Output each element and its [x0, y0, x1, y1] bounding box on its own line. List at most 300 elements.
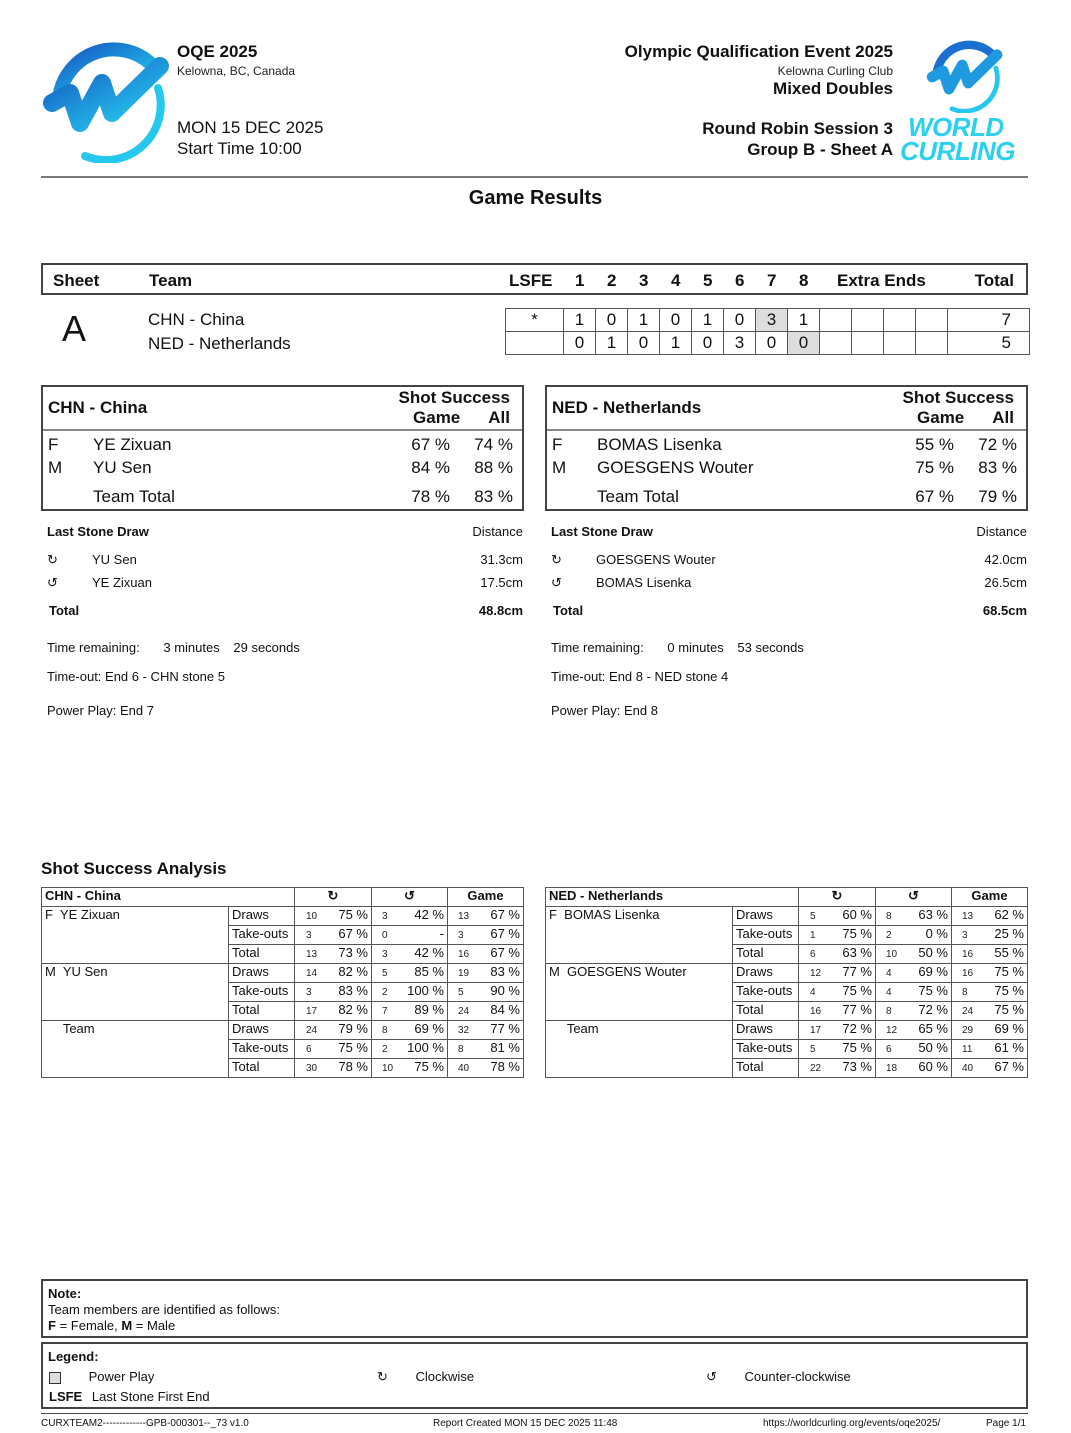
shot-stat [372, 964, 448, 983]
analysis-team-name: CHN - China [42, 888, 295, 907]
all-pct: 79 % [978, 487, 1017, 506]
shot-pct: 100 % [407, 983, 444, 998]
extra-end [916, 309, 948, 332]
time-remaining-ned [551, 640, 804, 655]
shot-count: 3 [306, 930, 312, 941]
all-label: All [488, 408, 510, 427]
all-pct: 88 % [474, 458, 513, 477]
shot-category: Take-outs [229, 1040, 295, 1059]
shot-stat [295, 964, 372, 983]
time-remaining-chn [47, 640, 300, 655]
shot-stat [876, 926, 952, 945]
shot-stat [952, 1002, 1028, 1021]
minutes-value: 0 [667, 640, 675, 655]
shot-stat [952, 926, 1028, 945]
shot-count: 24 [458, 1006, 470, 1017]
shot-count: 5 [810, 1044, 816, 1055]
linescore-table [505, 308, 1030, 355]
lsd-total-row [545, 603, 1028, 626]
shot-pct: 75 % [414, 1059, 444, 1074]
shot-pct: 81 % [490, 1040, 520, 1055]
shot-count: 1 [810, 930, 816, 941]
timeout-ned: Time-out: End 8 - NED stone 4 [551, 669, 729, 684]
power-play-swatch-icon [49, 1372, 61, 1384]
lsd-distance: 42.0cm [984, 552, 1027, 567]
legend-clockwise [377, 1369, 474, 1385]
player-row [547, 458, 1026, 481]
shot-stat [372, 1021, 448, 1040]
footer-divider [41, 1413, 1028, 1414]
shot-stat [952, 1059, 1028, 1078]
shot-stat [799, 1040, 876, 1059]
analysis-header-row [546, 888, 1028, 907]
shot-category: Draws [229, 1021, 295, 1040]
analysis-row [42, 907, 524, 926]
oqe-logo [40, 38, 170, 163]
col-end-5: 5 [703, 271, 713, 290]
header-left [177, 42, 323, 159]
shot-category: Total [733, 1059, 799, 1078]
end-score: 1 [788, 309, 820, 332]
shot-pct: - [439, 926, 444, 941]
legend-title: Legend: [48, 1349, 99, 1364]
shot-count: 17 [810, 1025, 822, 1036]
all-label: All [992, 408, 1014, 427]
end-score: 0 [692, 332, 724, 355]
total-score: 7 [948, 309, 1030, 332]
all-pct: 74 % [474, 435, 513, 454]
shot-count: 16 [458, 949, 470, 960]
header-right [625, 42, 893, 160]
shot-count: 10 [306, 911, 318, 922]
shot-success-header [903, 388, 1015, 428]
shot-count: 30 [306, 1063, 318, 1074]
shot-pct: 89 % [414, 1002, 444, 1017]
shot-count: 6 [306, 1044, 312, 1055]
timeout-chn: Time-out: End 6 - CHN stone 5 [47, 669, 225, 684]
sheet-letter: A [62, 308, 87, 349]
shot-count: 5 [458, 987, 464, 998]
col-extra-ends: Extra Ends [837, 271, 926, 290]
shot-pct: 67 % [338, 926, 368, 941]
lsfe-marker: * [506, 309, 564, 332]
shot-category: Total [733, 945, 799, 964]
shot-stat [448, 983, 524, 1002]
clockwise-icon: ↻ [47, 552, 58, 567]
shot-category: Draws [733, 1021, 799, 1040]
shot-count: 13 [306, 949, 318, 960]
total-score: 5 [948, 332, 1030, 355]
shot-pct: 100 % [407, 1040, 444, 1055]
discipline: Mixed Doubles [773, 79, 893, 98]
game-pct: 67 % [411, 435, 450, 454]
end-score: 0 [628, 332, 660, 355]
player-row [43, 458, 522, 481]
shot-stat [952, 907, 1028, 926]
shot-count: 40 [962, 1063, 974, 1074]
end-score: 0 [724, 309, 756, 332]
shot-count: 10 [886, 949, 898, 960]
note-line: Team members are identified as follows: [48, 1302, 280, 1317]
shot-pct: 25 % [994, 926, 1024, 941]
shot-stat [295, 926, 372, 945]
shot-count: 8 [458, 1044, 464, 1055]
team-total-row [547, 487, 1026, 510]
event-short: OQE 2025 [177, 42, 258, 61]
report-code: CURXTEAM2-------------GPB-000301--_73 v1.0 [41, 1418, 249, 1429]
lsd-row [41, 575, 524, 598]
start-time: Start Time 10:00 [177, 139, 302, 158]
shot-pct: 62 % [994, 907, 1024, 922]
shot-pct: 65 % [918, 1021, 948, 1036]
end-score: 1 [564, 309, 596, 332]
shot-category: Draws [229, 964, 295, 983]
event-url[interactable]: https://worldcurling.org/events/oqe2025/ [763, 1418, 941, 1429]
lsd-player: YU Sen [92, 552, 137, 567]
shot-pct: 42 % [414, 945, 444, 960]
world-curling-logo [900, 38, 1030, 166]
clockwise-icon: ↻ [799, 888, 876, 907]
shot-count: 4 [886, 987, 892, 998]
shot-count: 2 [886, 930, 892, 941]
player-row [43, 435, 522, 458]
shot-pct: 50 % [918, 945, 948, 960]
shot-count: 11 [962, 1044, 973, 1055]
shot-pct: 75 % [994, 1002, 1024, 1017]
shot-stat [952, 1040, 1028, 1059]
lsd-row [41, 552, 524, 575]
shot-pct: 67 % [490, 926, 520, 941]
shot-stat [372, 926, 448, 945]
shot-success-label: Shot Success [398, 388, 510, 407]
analysis-player: F YE Zixuan [42, 907, 229, 964]
lsd-header [545, 524, 1028, 547]
shot-pct: 69 % [994, 1021, 1024, 1036]
seconds-label: seconds [755, 640, 804, 655]
shot-pct: 55 % [994, 945, 1024, 960]
shot-success-label: Shot Success [902, 388, 1014, 407]
shot-stat [295, 1002, 372, 1021]
analysis-title: Shot Success Analysis [41, 859, 227, 878]
all-pct: 83 % [474, 487, 513, 506]
clockwise-icon: ↻ [551, 552, 562, 567]
team-box-ned [545, 385, 1028, 511]
shot-count: 6 [810, 949, 816, 960]
shot-pct: 67 % [994, 1059, 1024, 1074]
shot-pct: 82 % [338, 1002, 368, 1017]
shot-stat [799, 1021, 876, 1040]
legend-box [41, 1342, 1028, 1409]
shot-category: Take-outs [229, 926, 295, 945]
shot-pct: 79 % [338, 1021, 368, 1036]
shot-count: 14 [306, 968, 318, 979]
shot-stat [448, 907, 524, 926]
end-score: 0 [660, 309, 692, 332]
brand-curling: CURLING [900, 136, 1015, 166]
shot-pct: 69 % [414, 1021, 444, 1036]
shot-count: 3 [382, 911, 388, 922]
extra-end [884, 332, 916, 355]
shot-pct: 50 % [918, 1040, 948, 1055]
analysis-table-ned [545, 887, 1028, 1078]
gender: M [552, 458, 567, 477]
shot-count: 24 [962, 1006, 974, 1017]
shot-stat [876, 945, 952, 964]
team-total-label: Team Total [93, 487, 175, 506]
game-date: MON 15 DEC 2025 [177, 118, 324, 137]
shot-count: 5 [810, 911, 816, 922]
counter-clockwise-label: Counter-clockwise [744, 1369, 851, 1384]
team-1-name: CHN - China [148, 310, 245, 329]
session: Round Robin Session 3 [702, 119, 893, 138]
clockwise-icon: ↻ [377, 1369, 388, 1384]
page-title: Game Results [468, 187, 603, 209]
shot-pct: 60 % [842, 907, 872, 922]
lsd-distance: 31.3cm [480, 552, 523, 567]
lsd-total: 68.5cm [982, 603, 1027, 618]
game-pct: 67 % [915, 487, 954, 506]
legend-power-play [49, 1369, 154, 1384]
shot-count: 8 [886, 911, 892, 922]
analysis-player: Team [546, 1021, 733, 1078]
female-key: F [48, 1318, 56, 1333]
shot-stat [372, 983, 448, 1002]
analysis-row [42, 1021, 524, 1040]
shot-pct: 63 % [842, 945, 872, 960]
game-pct: 55 % [915, 435, 954, 454]
shot-count: 18 [886, 1063, 898, 1074]
minutes-label: minutes [678, 640, 724, 655]
shot-category: Total [229, 1002, 295, 1021]
seconds-value: 29 [233, 640, 248, 655]
gender: F [48, 435, 59, 454]
counter-clockwise-icon: ↺ [551, 575, 562, 590]
shot-stat [295, 1040, 372, 1059]
legend-counter-clockwise [706, 1369, 851, 1385]
shot-stat [372, 907, 448, 926]
shot-pct: 82 % [338, 964, 368, 979]
col-lsfe: LSFE [509, 271, 553, 290]
clockwise-label: Clockwise [415, 1369, 475, 1384]
shot-pct: 73 % [338, 945, 368, 960]
end-score: 0 [564, 332, 596, 355]
col-end-6: 6 [735, 271, 745, 290]
team-total-row [43, 487, 522, 510]
header-divider [41, 176, 1028, 178]
power-play-ned: Power Play: End 8 [551, 703, 658, 718]
report-created: Report Created MON 15 DEC 2025 11:48 [433, 1418, 618, 1429]
col-team: Team [149, 271, 193, 290]
distance-label: Distance [976, 524, 1027, 539]
shot-pct: 75 % [994, 964, 1024, 979]
shot-stat [799, 945, 876, 964]
game-column-header: Game [952, 888, 1028, 907]
analysis-row [546, 907, 1028, 926]
all-pct: 83 % [978, 458, 1017, 477]
counter-clockwise-icon: ↺ [706, 1369, 717, 1384]
lsd-total: 48.8cm [478, 603, 523, 618]
shot-category: Total [229, 1059, 295, 1078]
game-label: Game [917, 408, 965, 427]
shot-category: Take-outs [733, 926, 799, 945]
shot-category: Take-outs [733, 1040, 799, 1059]
team-total-label: Team Total [597, 487, 679, 506]
shot-count: 2 [382, 987, 388, 998]
all-pct: 72 % [978, 435, 1017, 454]
shot-pct: 73 % [842, 1059, 872, 1074]
male-key: M [121, 1318, 133, 1333]
col-end-2: 2 [607, 271, 617, 290]
linescore-row-chn [506, 309, 1030, 332]
shot-category: Total [733, 1002, 799, 1021]
team-box-chn [41, 385, 524, 511]
shot-pct: 63 % [918, 907, 948, 922]
shot-stat [372, 1040, 448, 1059]
shot-count: 29 [962, 1025, 974, 1036]
shot-count: 8 [382, 1025, 388, 1036]
shot-pct: 67 % [490, 907, 520, 922]
player-row [547, 435, 1026, 458]
shot-count: 3 [458, 930, 464, 941]
lsd-row [545, 552, 1028, 575]
team-2-name: NED - Netherlands [148, 334, 291, 353]
shot-count: 19 [458, 968, 470, 979]
extra-end [916, 332, 948, 355]
shot-count: 13 [458, 911, 470, 922]
analysis-player: Team [42, 1021, 229, 1078]
shot-category: Take-outs [229, 983, 295, 1002]
note-title: Note: [48, 1286, 82, 1301]
analysis-team-name: NED - Netherlands [546, 888, 799, 907]
shot-stat [799, 983, 876, 1002]
shot-stat [295, 945, 372, 964]
shot-stat [952, 983, 1028, 1002]
shot-category: Draws [229, 907, 295, 926]
shot-stat [876, 1059, 952, 1078]
minutes-value: 3 [163, 640, 171, 655]
lsd-player: BOMAS Lisenka [596, 575, 692, 590]
power-play-label: Power Play [88, 1369, 155, 1384]
shot-stat [876, 1040, 952, 1059]
player-name: GOESGENS Wouter [597, 458, 754, 477]
analysis-row [546, 1021, 1028, 1040]
minutes-label: minutes [174, 640, 220, 655]
shot-stat [295, 1059, 372, 1078]
shot-stat [448, 1040, 524, 1059]
shot-pct: 90 % [490, 983, 520, 998]
shot-pct: 75 % [338, 1040, 368, 1055]
shot-stat [448, 1021, 524, 1040]
shot-pct: 72 % [842, 1021, 872, 1036]
game-pct: 84 % [411, 458, 450, 477]
shot-count: 7 [382, 1006, 388, 1017]
game-column-header: Game [448, 888, 524, 907]
shot-stat [876, 964, 952, 983]
shot-stat [372, 945, 448, 964]
shot-stat [295, 1021, 372, 1040]
shot-count: 10 [382, 1063, 394, 1074]
shot-stat [448, 964, 524, 983]
seconds-value: 53 [737, 640, 752, 655]
lsd-title: Last Stone Draw [551, 524, 653, 539]
group-sheet: Group B - Sheet A [747, 140, 893, 159]
extra-end [884, 309, 916, 332]
shot-count: 4 [886, 968, 892, 979]
shot-count: 16 [962, 949, 974, 960]
lsfe-label: Last Stone First End [91, 1389, 210, 1404]
lsd-total-label: Total [49, 603, 80, 618]
shot-pct: 75 % [842, 1040, 872, 1055]
analysis-table-chn [41, 887, 524, 1078]
shot-stat [372, 1002, 448, 1021]
team-box-header [547, 387, 1026, 431]
shot-category: Draws [733, 964, 799, 983]
shot-category: Total [229, 945, 295, 964]
shot-stat [448, 945, 524, 964]
shot-stat [952, 1021, 1028, 1040]
shot-category: Draws [733, 907, 799, 926]
lsd-player: GOESGENS Wouter [596, 552, 716, 567]
shot-pct: 75 % [918, 983, 948, 998]
shot-count: 6 [886, 1044, 892, 1055]
game-pct: 75 % [915, 458, 954, 477]
time-remaining-label: Time remaining: [47, 640, 140, 655]
shot-stat [876, 983, 952, 1002]
shot-stat [952, 945, 1028, 964]
shot-pct: 61 % [994, 1040, 1024, 1055]
lsd-ned [545, 524, 1028, 626]
shot-pct: 0 % [925, 926, 948, 941]
shot-stat [295, 983, 372, 1002]
shot-count: 40 [458, 1063, 470, 1074]
shot-pct: 72 % [918, 1002, 948, 1017]
shot-stat [799, 907, 876, 926]
extra-end [852, 332, 884, 355]
shot-stat [799, 964, 876, 983]
shot-count: 24 [306, 1025, 318, 1036]
extra-end [852, 309, 884, 332]
lsd-distance: 17.5cm [480, 575, 523, 590]
shot-pct: 60 % [918, 1059, 948, 1074]
extra-end [820, 309, 852, 332]
shot-count: 16 [962, 968, 974, 979]
lsd-total-row [41, 603, 524, 626]
shot-pct: 83 % [490, 964, 520, 979]
shot-stat [876, 1002, 952, 1021]
brand-world: WORLD [908, 112, 1004, 142]
game-label: Game [413, 408, 461, 427]
shot-stat [876, 907, 952, 926]
end-score: 3 [724, 332, 756, 355]
power-play-chn: Power Play: End 7 [47, 703, 154, 718]
col-end-1: 1 [575, 271, 585, 290]
lsd-row [545, 575, 1028, 598]
player-name: BOMAS Lisenka [597, 435, 722, 454]
note-box [41, 1279, 1028, 1338]
legend-lsfe [49, 1389, 210, 1404]
distance-label: Distance [472, 524, 523, 539]
note-gender-key [48, 1318, 1021, 1334]
analysis-player: M YU Sen [42, 964, 229, 1021]
counter-clockwise-icon: ↺ [372, 888, 448, 907]
shot-count: 12 [810, 968, 822, 979]
shot-count: 5 [382, 968, 388, 979]
linescore-row-ned [506, 332, 1030, 355]
player-name: YU Sen [93, 458, 152, 477]
shot-pct: 75 % [338, 907, 368, 922]
shot-pct: 78 % [338, 1059, 368, 1074]
shot-category: Take-outs [733, 983, 799, 1002]
